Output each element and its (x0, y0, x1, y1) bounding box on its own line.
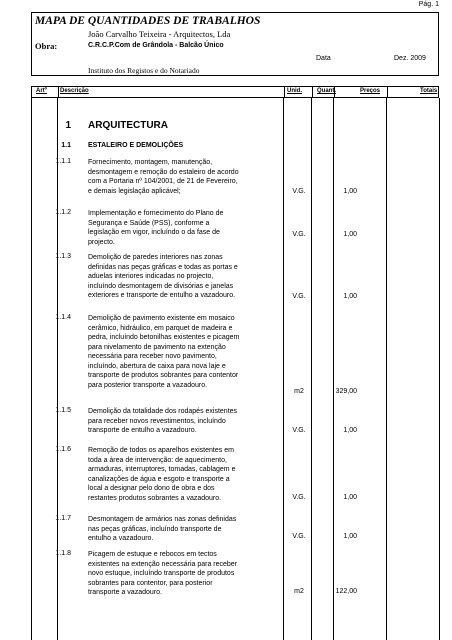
description-line: existentes na extenção necessária para receber (88, 560, 238, 568)
description-line: restantes produtos sobrantes a vazadouro. (88, 494, 222, 502)
description-line: entulho a vazadouro. (88, 535, 154, 542)
description-line: nas peças gráficas, incluíndo transporte de (88, 525, 222, 533)
item-description (88, 515, 283, 544)
item-number: 1.1.7 (55, 515, 71, 522)
obra-value: C.R.C.P.Com de Grândola - Balcão Único (88, 42, 224, 49)
institute-name: Instituto dos Registos e do Notariado (88, 66, 200, 75)
col-unit: Unid. (287, 88, 302, 94)
description-line: Fornecimento, montagem, manutenção, (88, 159, 213, 166)
col-desc: Descrição (60, 88, 89, 94)
description-line: transporte de produtos sobrantes para contentor (88, 372, 239, 379)
description-line: incluíndo, abertura de caixa para nova laje e (88, 362, 226, 370)
description-line: Implementação e fornecimento do Plano de (88, 210, 224, 217)
item-description (88, 253, 283, 301)
document-header (31, 12, 439, 76)
description-line: canalizações de água e esgoto e transporte a (88, 475, 230, 483)
item-number: 1.1.1 (55, 158, 71, 165)
description-line: e demais legislação aplicável; (88, 187, 181, 195)
description-line: projecto. (88, 238, 115, 246)
description-line: Picagem de estuque e rebocos em tectos (88, 551, 217, 558)
item-quantity: 1,00 (343, 188, 357, 195)
description-line: Demolição de paredes interiores nas zonas (88, 254, 223, 261)
table-divider (283, 98, 284, 640)
description-line: sobrantes para contentor, para posterior (88, 579, 213, 587)
subsection-number: 1.1 (61, 142, 71, 149)
description-line: transporte de entulho a vazadouro. (88, 427, 197, 434)
item-quantity: 1,00 (343, 533, 357, 540)
date-label: Data (316, 55, 331, 62)
obra-label: Obra: (35, 41, 58, 51)
col-qty: Quant. (317, 88, 336, 94)
col-total: Totais (420, 88, 438, 94)
description-line: legislação em vigor, incluíndo o da fase de (88, 229, 220, 236)
item-quantity: 1,00 (343, 427, 357, 434)
description-line: Remoção de todos os aparelhos existentes em (88, 447, 234, 454)
section-number: 1 (65, 120, 71, 131)
description-line: toda a área de intervenção: de aquecimento, (88, 456, 227, 464)
item-number: 1.1.8 (55, 550, 71, 557)
description-line: com a Portaria nº 104/2001, de 21 de Fevereiro, (88, 178, 238, 185)
item-unit: m2 (294, 588, 304, 595)
page-number: Pág. 1 (418, 1, 439, 8)
section-title: ARQUITECTURA (88, 120, 168, 131)
description-line: para posterior transporte a vazadouro. (88, 381, 208, 389)
table-divider (333, 98, 334, 640)
description-line: definidas nas peças gráficas e todas as portas e (88, 263, 238, 271)
item-number: 1.1.2 (55, 209, 71, 216)
item-number: 1.1.6 (55, 446, 71, 453)
item-description (88, 446, 283, 503)
date-value: Dez. 2009 (394, 55, 426, 62)
col-art: Artº (36, 88, 47, 94)
description-line: armaduras, interruptores, tomadas, cablagem e (88, 466, 236, 473)
description-line: Demolição de pavimento existente em mosaico (88, 315, 235, 322)
description-line: Segurança e Saúde (PSS), conforme a (88, 219, 210, 227)
item-unit: V.G. (292, 293, 306, 300)
item-unit: V.G. (292, 427, 306, 434)
description-line: desmontagem e remoção do estaleiro de acordo (88, 168, 239, 176)
column-header-row (31, 86, 439, 98)
subsection-title: ESTALEIRO E DEMOLIÇÕES (88, 142, 184, 149)
item-unit: V.G. (292, 533, 306, 540)
item-description (88, 209, 283, 247)
description-line: para receber novos revestimentos, incluíndo (88, 417, 226, 425)
item-description (88, 407, 283, 436)
description-line: para nivelamento de pavimento na extenção (88, 343, 226, 351)
item-number: 1.1.3 (55, 253, 71, 260)
description-line: novo estuque, incluíndo transporte de produtos (88, 570, 235, 577)
item-description (88, 550, 283, 598)
firm-name: João Carvalho Teixeira - Arquitectos, Lda (88, 29, 231, 39)
document-title: MAPA DE QUANTIDADES DE TRABALHOS (35, 15, 261, 27)
item-unit: V.G. (292, 231, 306, 238)
description-line: transporte a vazadouro. (88, 589, 162, 596)
item-unit: m2 (294, 388, 304, 395)
item-quantity: 1,00 (343, 494, 357, 501)
description-line: exteriores e transporte de entulho a vazadouro. (88, 292, 236, 299)
item-quantity: 122,00 (335, 588, 357, 595)
table-border-right (439, 98, 440, 640)
item-quantity: 1,00 (343, 293, 357, 300)
description-line: Demolição da totalidade dos rodapés existentes (88, 408, 238, 415)
item-number: 1.1.5 (55, 407, 71, 414)
table-border-left (31, 98, 32, 640)
item-number: 1.1.4 (55, 314, 71, 321)
description-line: aduelas interiores indicadas no projecto, (88, 273, 214, 280)
item-unit: V.G. (292, 494, 306, 501)
item-quantity: 1,00 (343, 231, 357, 238)
table-divider (57, 98, 58, 640)
table-divider (311, 98, 312, 640)
item-unit: V.G. (292, 188, 306, 195)
item-description (88, 314, 283, 390)
item-quantity: 329,00 (335, 388, 357, 395)
description-line: cerâmico, hidráulico, em parquet de madeira e (88, 324, 233, 332)
table-divider (386, 98, 387, 640)
description-line: incluíndo desmontagem de divisórias e janelas (88, 282, 234, 290)
col-price: Preços (360, 88, 381, 94)
item-description (88, 158, 283, 196)
description-line: local a designar pelo dono de obra e dos (88, 485, 215, 492)
description-line: pedra, incluíndo betonilhas existentes e picagem (88, 334, 240, 341)
description-line: Desmontagem de armários nas zonas definidas (88, 516, 237, 523)
description-line: necessária para receber novo pavimento, (88, 353, 217, 360)
